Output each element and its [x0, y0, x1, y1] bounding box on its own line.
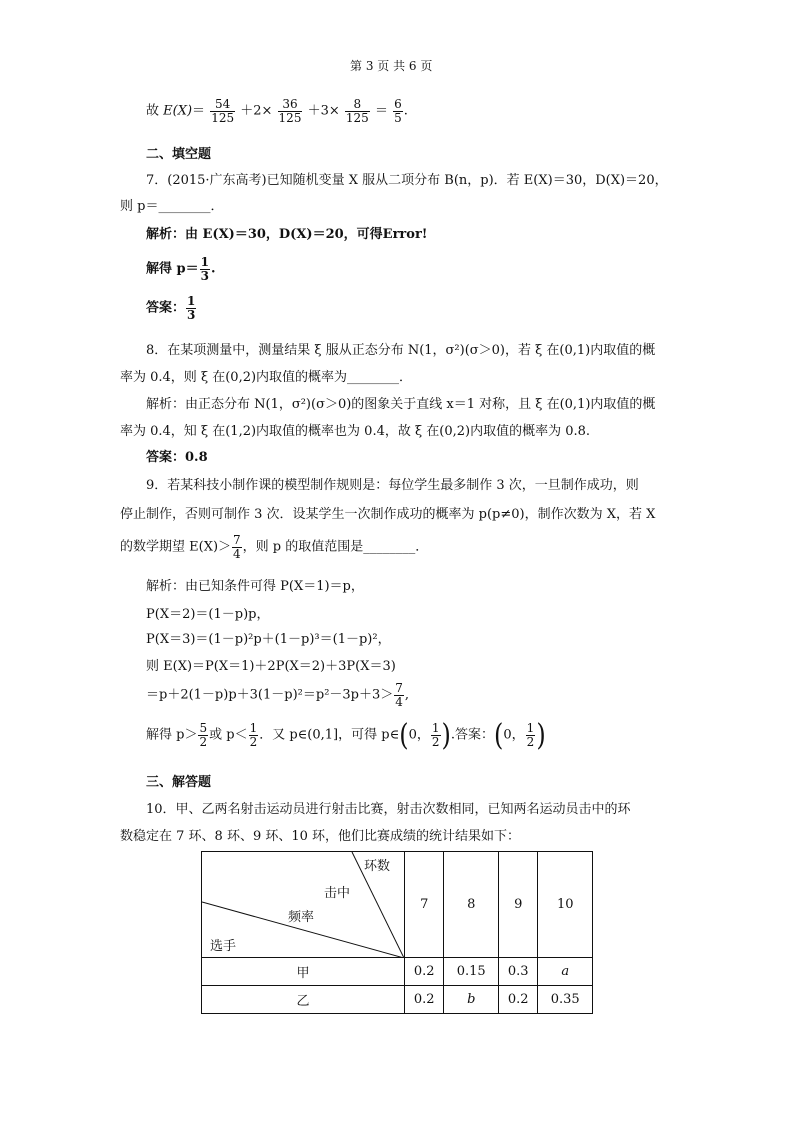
denominator: 4 [233, 546, 241, 561]
fraction [431, 722, 441, 748]
text: ＝ [192, 103, 206, 119]
table-row [202, 958, 593, 986]
q9-line2: 停止制作，否则可制作 3 次．设某学生一次制作成功的概率为 p(p≠0)，制作次数为 X，若 X [120, 507, 656, 522]
header-player-label: 选手 [210, 939, 237, 954]
q8-answer: 答案：0.8 [146, 450, 208, 465]
text: ，则 p 的取值范围是________． [242, 539, 429, 555]
text: . [403, 103, 408, 119]
denominator: 2 [431, 734, 440, 749]
table-cell: b [444, 986, 499, 1014]
header-corner-cell [202, 852, 405, 958]
text: ＝ [374, 103, 388, 119]
table-cell: a [538, 958, 593, 986]
numerator: 1 [249, 721, 258, 735]
denominator: 3 [200, 268, 209, 283]
numerator: 6 [394, 97, 402, 111]
numerator: 1 [200, 255, 209, 269]
fraction [200, 256, 210, 282]
text: .答案： [450, 727, 495, 743]
denominator: 125 [278, 110, 302, 125]
denominator: 125 [211, 110, 235, 125]
text: 或 p＜ [209, 727, 248, 743]
q7-solution-2 [146, 256, 216, 282]
q9-step-5 [146, 682, 409, 708]
q9-step-2: P(X＝2)＝(1－p)p， [146, 607, 270, 622]
q8-line1: 8．在某项测量中，测量结果 ξ 服从正态分布 N(1，σ²)(σ＞0)，若 ξ 在(0,1)内取值的概 [146, 343, 656, 358]
q7-answer [146, 295, 197, 321]
q9-line3 [120, 534, 428, 560]
table-cell: 0.3 [498, 958, 537, 986]
numerator: 54 [210, 98, 235, 112]
text: . [210, 261, 216, 277]
text: 答案： [146, 300, 186, 316]
q9-step-4: 则 E(X)＝P(X＝1)＋2P(X＝2)＋3P(X＝3) [146, 659, 396, 674]
q8-solution-1: 解析：由正态分布 N(1，σ²)(σ＞0)的图象关于直线 x＝1 对称，且 ξ 在(0,1)内取值的概 [146, 397, 656, 412]
q10-line1: 10．甲、乙两名射击运动员进行射击比赛，射击次数相同，已知两名运动员击中的环 [146, 802, 631, 817]
numerator: 5 [199, 721, 208, 735]
text: , [404, 687, 410, 703]
paren: ( [399, 717, 409, 753]
text: 故 [146, 103, 164, 119]
denominator: 3 [187, 307, 196, 322]
text: E(X) [163, 103, 193, 119]
numerator: 7 [233, 533, 241, 547]
table-cell: 0.15 [444, 958, 499, 986]
fraction [210, 98, 235, 124]
fraction [198, 722, 208, 748]
q10-line2: 数稳定在 7 环、8 环、9 环、10 环，他们比赛成绩的统计结果如下： [120, 829, 521, 844]
numerator: 7 [395, 681, 403, 695]
table-row [202, 986, 593, 1014]
numerator: 1 [431, 721, 440, 735]
fraction [249, 722, 259, 748]
table-cell: 0.35 [538, 986, 593, 1014]
col-header: 10 [538, 852, 593, 958]
denominator: 2 [199, 734, 208, 749]
col-header: 7 [405, 852, 444, 958]
q8-solution-2: 率为 0.4，知 ξ 在(1,2)内取值的概率也为 0.4，故 ξ 在(0,2)内取值的概率为 0.8. [120, 424, 591, 439]
q8-line2: 率为 0.4，则 ξ 在(0,2)内取值的概率为________． [120, 370, 413, 385]
fraction [393, 98, 403, 124]
text: 解得 p＝ [146, 261, 199, 277]
col-header: 8 [444, 852, 499, 958]
col-header: 9 [498, 852, 537, 958]
header-hit-label: 击中 [324, 886, 351, 901]
numerator: 8 [345, 98, 370, 112]
paren: ) [441, 717, 451, 753]
text: 解得 p＞ [146, 727, 198, 743]
text: 的数学期望 E(X)＞ [120, 539, 232, 555]
numerator: 1 [187, 294, 196, 308]
text: ．又 p∈(0,1]，可得 p∈ [259, 727, 400, 743]
expectation-result [146, 98, 408, 124]
text: ＋2× [240, 103, 273, 119]
numerator: 36 [278, 98, 303, 112]
player-name: 甲 [202, 958, 405, 986]
fraction [394, 682, 404, 708]
denominator: 125 [345, 110, 369, 125]
text: 0， [408, 727, 430, 743]
fraction [186, 295, 196, 321]
q9-step-1: 解析：由已知条件可得 P(X＝1)＝p， [146, 579, 364, 594]
fraction [526, 722, 536, 748]
q9-step-6 [146, 717, 546, 753]
denominator: 2 [249, 734, 258, 749]
paren: ( [494, 717, 504, 753]
q9-step-3: P(X＝3)＝(1－p)²p＋(1－p)³＝(1－p)²， [146, 632, 391, 647]
text: ＝p＋2(1－p)p＋3(1－p)²＝p²－3p＋3＞ [146, 687, 394, 703]
page-header: 第 3 页 共 6 页 [350, 59, 433, 73]
q9-line1: 9．若某科技小制作课的模型制作规则是：每位学生最多制作 3 次，一旦制作成功，则 [146, 478, 639, 493]
table-cell: 0.2 [405, 986, 444, 1014]
section-heading: 三、解答题 [146, 775, 212, 790]
player-name: 乙 [202, 986, 405, 1014]
numerator: 1 [526, 721, 535, 735]
fraction [278, 98, 303, 124]
score-table [201, 851, 593, 1014]
text: ＋3× [307, 103, 340, 119]
denominator: 5 [394, 110, 402, 125]
paren: ) [536, 717, 546, 753]
fraction [345, 98, 370, 124]
table-cell: 0.2 [405, 958, 444, 986]
header-ring-label: 环数 [364, 859, 391, 874]
q7-line2: 则 p＝________． [120, 199, 224, 214]
table-cell: 0.2 [498, 986, 537, 1014]
header-freq-label: 频率 [288, 910, 315, 925]
section-heading: 二、填空题 [146, 147, 212, 162]
q7-solution: 解析：由 E(X)＝30，D(X)＝20，可得Error! [146, 227, 428, 242]
denominator: 2 [526, 734, 535, 749]
text: 0， [503, 727, 525, 743]
fraction [232, 534, 242, 560]
denominator: 4 [395, 694, 403, 709]
q7-line1: 7．(2015·广东高考)已知随机变量 X 服从二项分布 B(n，p)．若 E(X)＝30，D(X)＝20， [146, 173, 668, 188]
